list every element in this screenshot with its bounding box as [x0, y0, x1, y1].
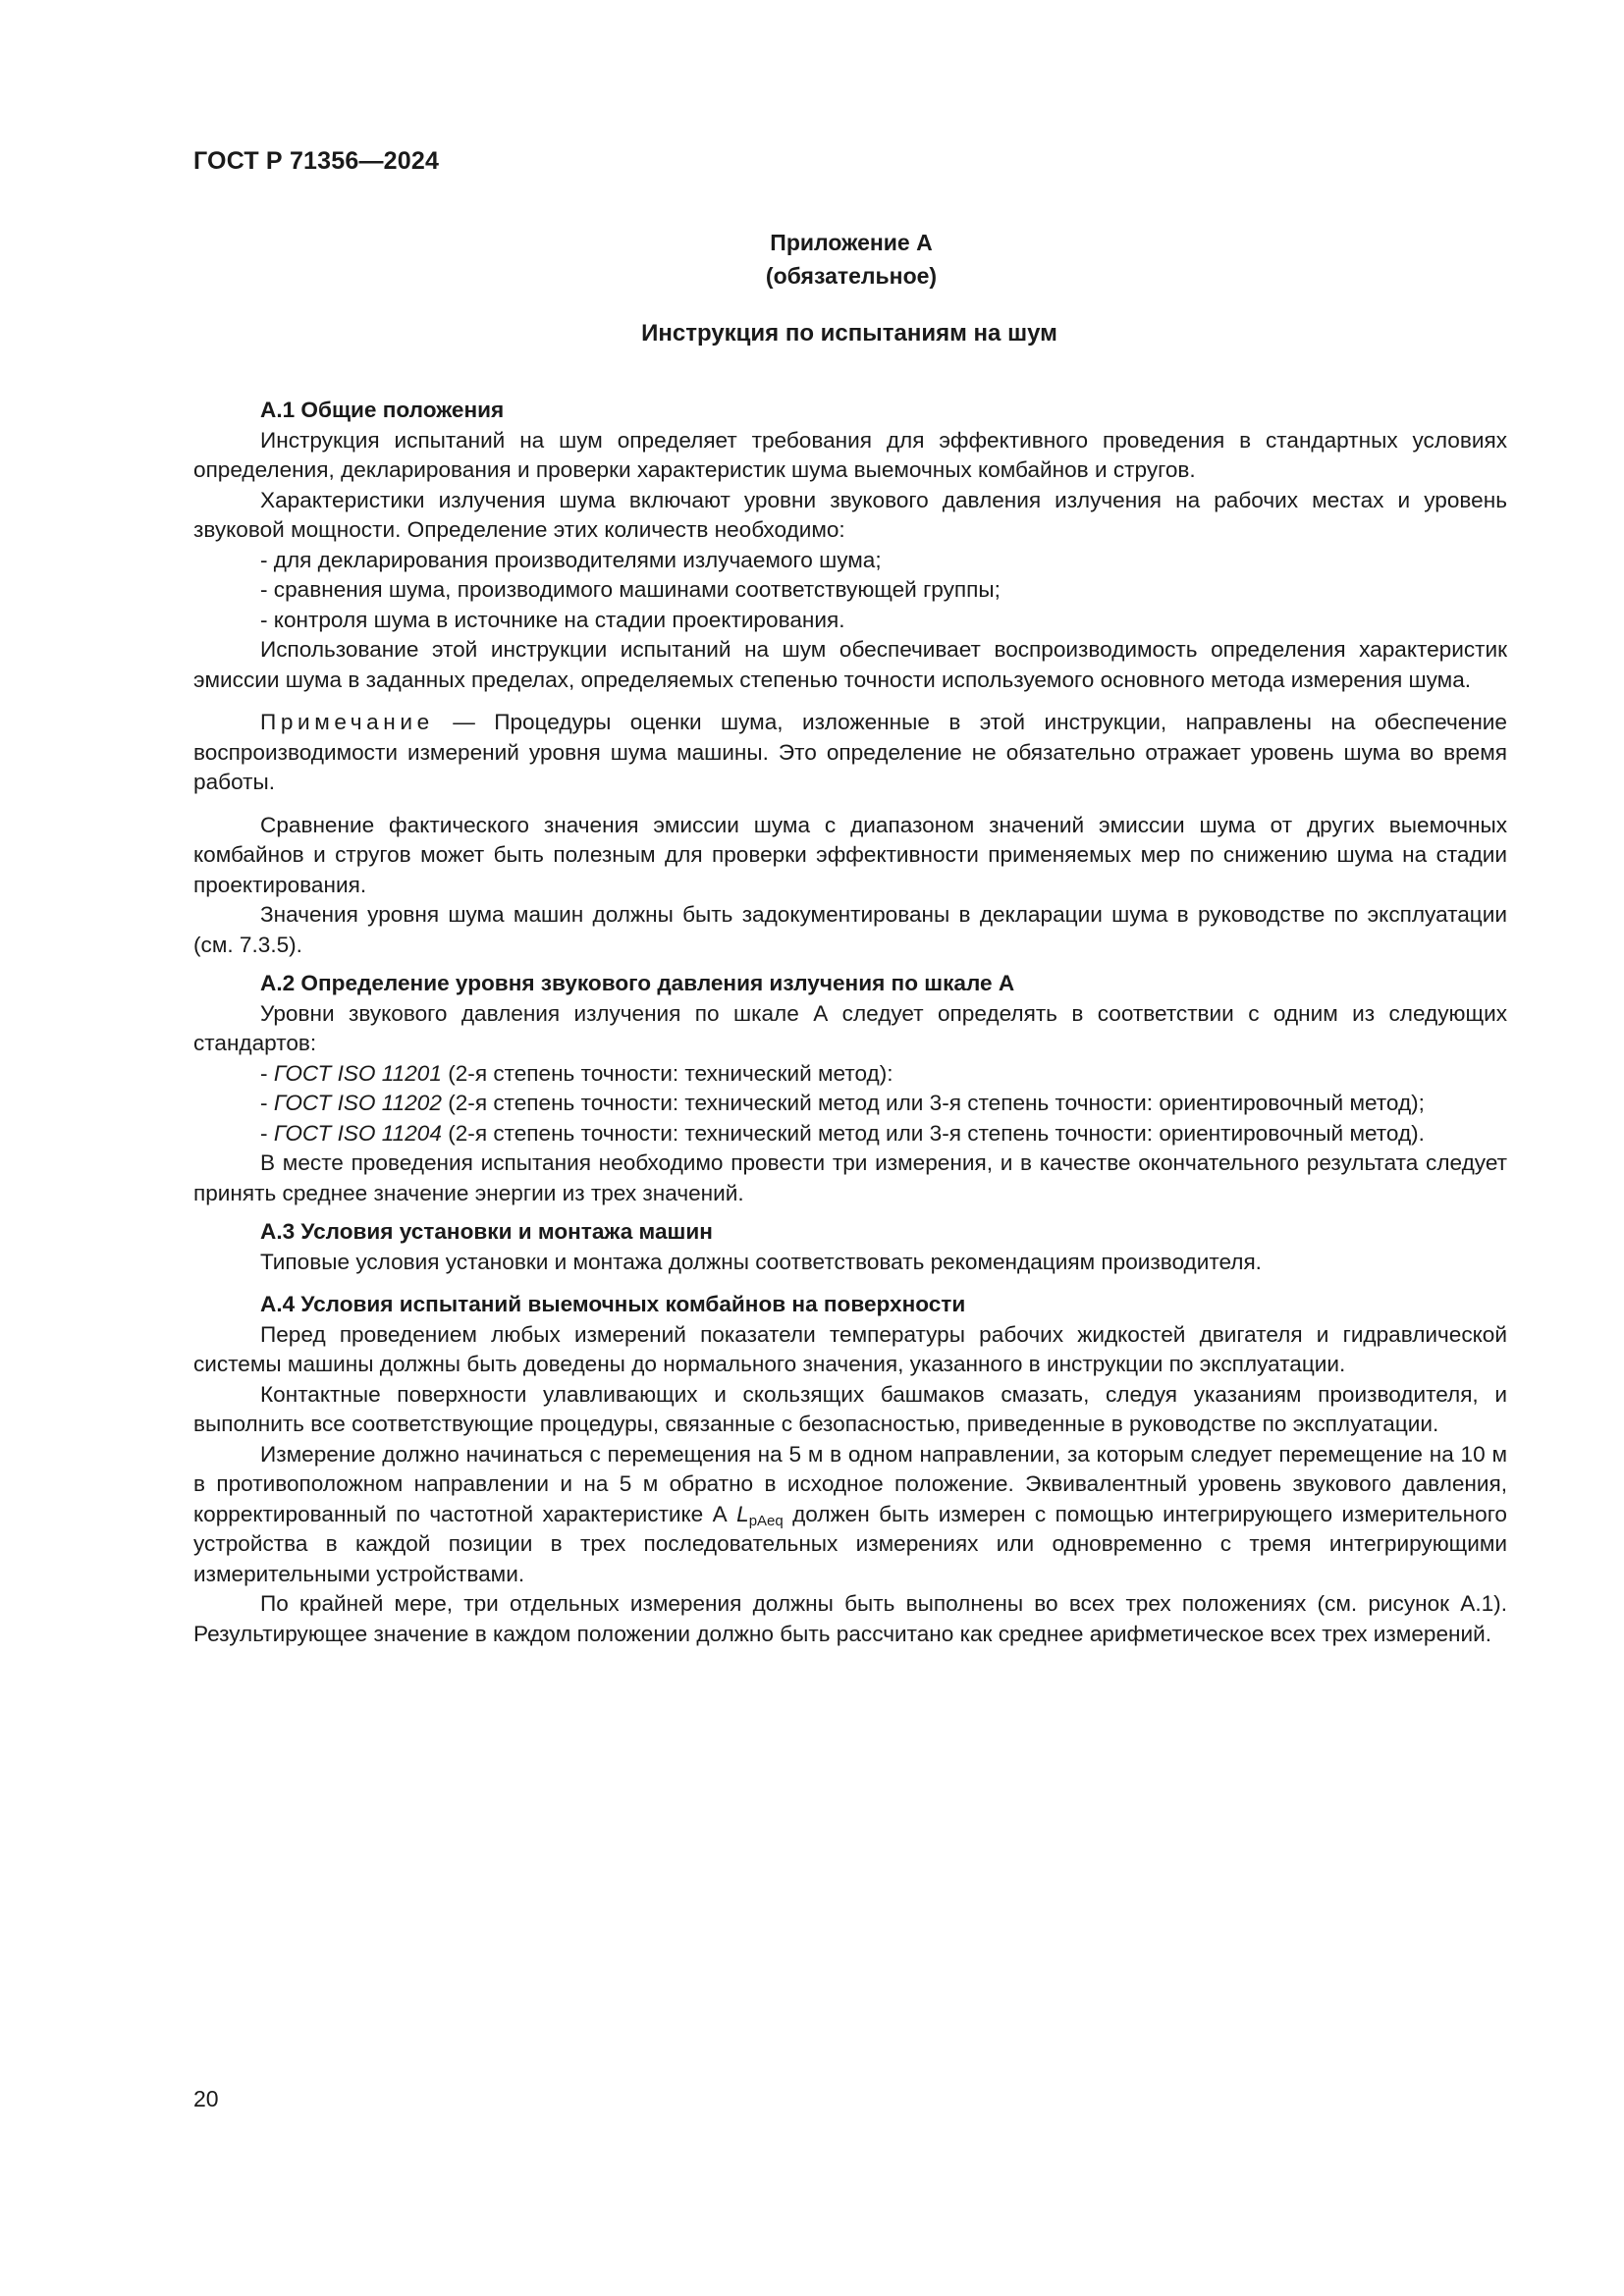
paragraph: Уровни звукового давления излучения по шкале А следует определять в соответствии с одним из следующих стандартов: — [193, 1000, 1507, 1055]
annex-status: (обязательное) — [765, 263, 938, 289]
section-heading-a4: А.4 Условия испытаний выемочных комбайнов на поверхности — [260, 1292, 966, 1316]
standard-ref: ГОСТ ISO 11201 — [273, 1060, 442, 1086]
note-text: Процедуры оценки шума, изложенные в этой инструкции, направлены на обеспечение воспроизводимости измерений уровня шума машины. Это определение не обязательно отражает уровень шума во время работы. — [193, 710, 1507, 794]
paragraph: Характеристики излучения шума включают уровни звукового давления излучения на рабочих местах и уровень звуковой мощности. Определение этих количеств необходимо: — [193, 487, 1507, 542]
paragraph: По крайней мере, три отдельных измерения должны быть выполнены во всех трех положениях (см. рисунок А.1). Результирующее значение в каждом положении должно быть рассчитано как среднее арифметическое всех трех измерений. — [193, 1591, 1507, 1646]
list-item — [193, 1119, 1507, 1149]
note-dash: — — [433, 710, 495, 734]
document-code: ГОСТ Р 71356—2024 — [193, 147, 440, 175]
annex-title: Приложение А — [770, 230, 933, 255]
paragraph: Инструкция испытаний на шум определяет требования для эффективного проведения в стандартных условиях определения, декларирования и проверки характеристик шума выемочных комбайнов и стругов. — [193, 427, 1507, 482]
list-dash: - — [260, 1120, 274, 1146]
section-heading-a1: А.1 Общие положения — [260, 398, 505, 422]
list-item — [193, 1059, 1507, 1090]
list-item: - для декларирования производителями излучаемого шума; — [260, 547, 882, 572]
symbol-l: L — [736, 1501, 749, 1526]
paragraph: Перед проведением любых измерений показатели температуры рабочих жидкостей двигателя и гидравлической системы машины должны быть доведены до нормального значения, указанного в инструкции по эксплуатации. — [193, 1321, 1507, 1376]
list-dash: - — [260, 1060, 274, 1086]
symbol-subscript: pAeq — [748, 1512, 784, 1529]
list-item-text: (2-я степень точности: технический метод или 3-я степень точности: ориентировочный метод); — [441, 1091, 1425, 1115]
list-item — [193, 1089, 1507, 1119]
paragraph: Использование этой инструкции испытаний на шум обеспечивает воспроизводимость определения характеристик эмиссии шума в заданных пределах, определяемых степенью точности используемого основного метода измерения шума. — [193, 637, 1507, 692]
page-number: 20 — [193, 2086, 219, 2111]
list-item-text: (2-я степень точности: технический метод): — [441, 1060, 893, 1086]
list-item: - сравнения шума, производимого машинами соответствующей группы; — [260, 577, 1001, 602]
paragraph: Контактные поверхности улавливающих и скользящих башмаков смазать, следуя указаниям производителя, и выполнить все соответствующие процедуры, связанные с безопасностью, приведенные в руководстве по эксплуатации. — [193, 1381, 1507, 1436]
paragraph: Сравнение фактического значения эмиссии шума с диапазоном значений эмиссии шума от других выемочных комбайнов и стругов может быть полезным для проверки эффективности применяемых мер по снижению шума на стадии проектирования. — [193, 812, 1507, 897]
paragraph: Типовые условия установки и монтажа должны соответствовать рекомендациям производителя. — [260, 1249, 1262, 1274]
note — [193, 708, 1507, 798]
paragraph: Значения уровня шума машин должны быть задокументированы в декларации шума в руководстве по эксплуатации (см. 7.3.5). — [193, 902, 1507, 957]
list-item: - контроля шума в источнике на стадии проектирования. — [260, 607, 845, 632]
section-heading-a3: А.3 Условия установки и монтажа машин — [260, 1219, 713, 1244]
note-label: Примечание — [260, 710, 434, 734]
paragraph — [193, 1440, 1507, 1590]
list-dash: - — [260, 1091, 274, 1115]
section-heading-a2: А.2 Определение уровня звукового давления излучения по шкале А — [260, 971, 1015, 995]
paragraph-text: должен быть измерен с помощью интегрирующего измерительного устройства в каждой позиции в трех последовательных измерениях или одновременно с тремя интегрирующими измерительными устройствами. — [193, 1501, 1507, 1586]
annex-name-wrapper — [0, 320, 1624, 347]
annex-name: Инструкция по испытаниям на шум — [641, 320, 1057, 347]
list-item-text: (2-я степень точности: технический метод или 3-я степень точности: ориентировочный метод). — [441, 1120, 1425, 1146]
standard-ref: ГОСТ ISO 11204 — [273, 1120, 442, 1146]
document-body — [193, 396, 1507, 1649]
paragraph-text: Измерение должно начинаться с перемещения на 5 м в одном направлении, за которым следует перемещение на 10 м в противоположном направлении и на 5 м обратно в исходное положение. Эквивалентный уровень звукового давления, корректированный по частотной характеристике А — [193, 1441, 1507, 1526]
paragraph: В месте проведения испытания необходимо провести три измерения, и в качестве окончательного результата следует принять среднее значение энергии из трех значений. — [193, 1150, 1507, 1205]
annex-heading — [0, 226, 1624, 293]
standard-ref: ГОСТ ISO 11202 — [273, 1091, 442, 1115]
